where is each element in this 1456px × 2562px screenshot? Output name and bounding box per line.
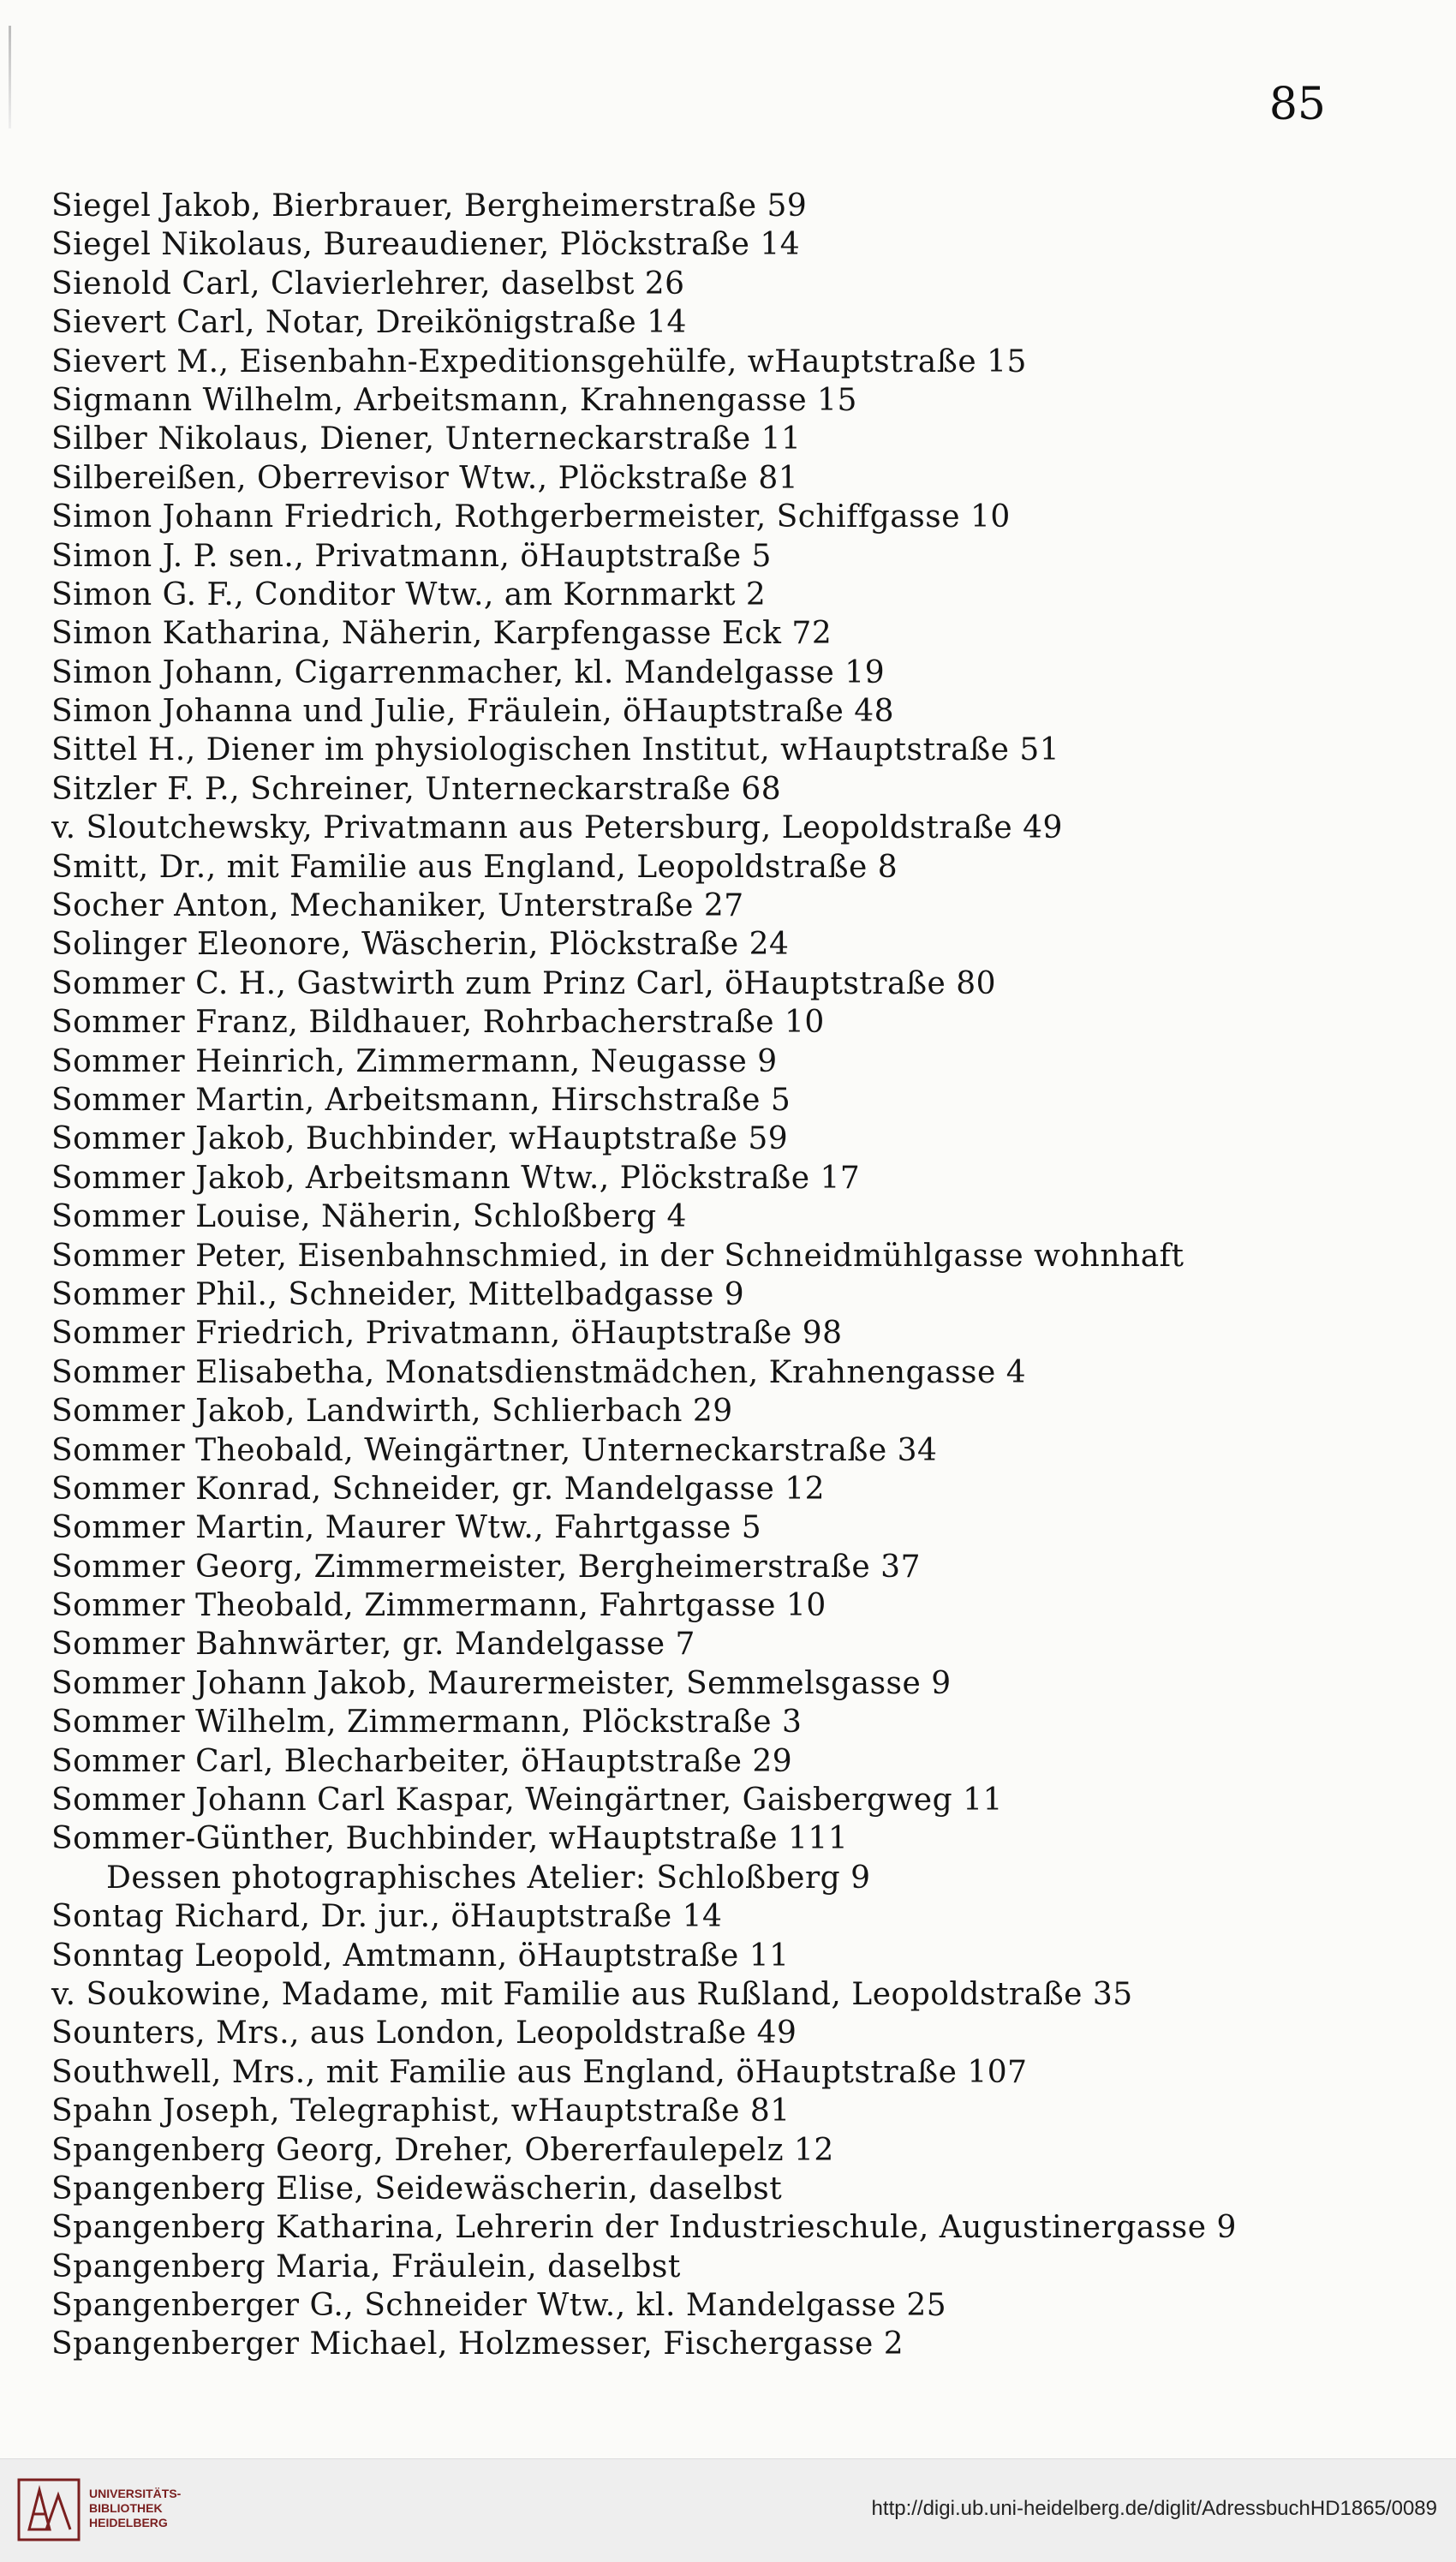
library-name-line-3: HEIDELBERG [89,2516,168,2529]
directory-entry: Sienold Carl, Clavierlehrer, daselbst 26 [51,266,685,302]
library-name-line-2: BIBLIOTHEK [89,2501,163,2515]
directory-entries [51,187,1405,2364]
directory-entry: Sommer Wilhelm, Zimmermann, Plöckstraße 3 [51,1705,803,1741]
directory-entry: Sommer Martin, Arbeitsmann, Hirschstraße 5 [51,1082,791,1118]
directory-entry: Sommer Johann Jakob, Maurermeister, Semmelsgasse 9 [51,1665,952,1701]
directory-entry: Dessen photographisches Atelier: Schloßberg 9 [106,1860,871,1896]
directory-entry: Spangenberger Michael, Holzmesser, Fischergasse 2 [51,2326,904,2362]
directory-entry: Spangenberg Maria, Fräulein, daselbst [51,2248,681,2284]
directory-entry: Sommer Johann Carl Kaspar, Weingärtner, Gaisbergweg 11 [51,1783,1003,1818]
directory-entry: Sommer Louise, Näherin, Schloßberg 4 [51,1199,687,1235]
source-url-link[interactable]: http://digi.ub.uni-heidelberg.de/diglit/AdressbuchHD1865/0089 [871,2497,1437,2520]
directory-entry: Southwell, Mrs., mit Familie aus England, öHauptstraße 107 [51,2054,1028,2090]
directory-entry: Sommer Martin, Maurer Wtw., Fahrtgasse 5 [51,1510,762,1546]
directory-entry: Sommer Friedrich, Privatmann, öHauptstraße 98 [51,1316,843,1352]
directory-entry: Sommer Bahnwärter, gr. Mandelgasse 7 [51,1627,695,1663]
directory-entry: Sievert Carl, Notar, Dreikönigstraße 14 [51,305,687,341]
directory-entry: v. Soukowine, Madame, mit Familie aus Rußland, Leopoldstraße 35 [51,1976,1133,2012]
directory-entry: Sitzler F. P., Schreiner, Unterneckarstraße 68 [51,771,782,807]
directory-entry: Sommer Carl, Blecharbeiter, öHauptstraße 29 [51,1743,793,1779]
page-number: 85 [1268,79,1326,130]
directory-entry: Socher Anton, Mechaniker, Unterstraße 27 [51,888,744,924]
directory-entry: Sievert M., Eisenbahn-Expeditionsgehülfe, wHauptstraße 15 [51,343,1027,379]
directory-entry: Sommer Jakob, Landwirth, Schlierbach 29 [51,1394,733,1430]
directory-entry: Simon Johann Friedrich, Rothgerbermeister, Schiffgasse 10 [51,499,1011,535]
directory-entry: Sommer Heinrich, Zimmermann, Neugasse 9 [51,1043,778,1079]
directory-entry: Sommer Jakob, Buchbinder, wHauptstraße 59 [51,1121,789,1157]
directory-entry: Sommer Peter, Eisenbahnschmied, in der Schneidmühlgasse wohnhaft [51,1238,1184,1274]
directory-entry: Simon J. P. sen., Privatmann, öHauptstraße 5 [51,538,772,574]
directory-entry: Sommer Elisabetha, Monatsdienstmädchen, Krahnengasse 4 [51,1354,1027,1390]
directory-entry: v. Sloutchewsky, Privatmann aus Petersburg, Leopoldstraße 49 [51,810,1063,846]
directory-entry: Sommer Franz, Bildhauer, Rohrbacherstraße 10 [51,1005,825,1041]
directory-entry: Smitt, Dr., mit Familie aus England, Leopoldstraße 8 [51,849,898,885]
directory-entry: Sigmann Wilhelm, Arbeitsmann, Krahnengasse 15 [51,382,857,418]
directory-entry: Simon G. F., Conditor Wtw., am Kornmarkt 2 [51,576,767,612]
directory-entry: Silber Nikolaus, Diener, Unterneckarstraße 11 [51,421,802,457]
page-edge-mark [9,26,11,128]
directory-entry: Spangenberger G., Schneider Wtw., kl. Mandelgasse 25 [51,2288,947,2324]
directory-entry: Sommer Theobald, Weingärtner, Unterneckarstraße 34 [51,1432,938,1468]
directory-entry: Simon Johanna und Julie, Fräulein, öHauptstraße 48 [51,694,895,730]
directory-entry: Sommer Theobald, Zimmermann, Fahrtgasse 10 [51,1588,826,1624]
footer-bar [0,2458,1456,2562]
directory-entry: Sonntag Leopold, Amtmann, öHauptstraße 11 [51,1938,790,1974]
directory-entry: Sittel H., Diener im physiologischen Institut, wHauptstraße 51 [51,732,1060,768]
directory-entry: Sommer-Günther, Buchbinder, wHauptstraße 111 [51,1821,849,1857]
directory-entry: Sommer C. H., Gastwirth zum Prinz Carl, öHauptstraße 80 [51,965,997,1001]
library-name [89,2487,181,2530]
directory-entry: Spangenberg Katharina, Lehrerin der Industrieschule, Augustinergasse 9 [51,2210,1237,2246]
directory-entry: Sommer Georg, Zimmermeister, Bergheimerstraße 37 [51,1549,921,1585]
directory-entry: Simon Johann, Cigarrenmacher, kl. Mandelgasse 19 [51,654,886,690]
directory-entry: Siegel Jakob, Bierbrauer, Bergheimerstraße 59 [51,188,808,224]
directory-entry: Sommer Jakob, Arbeitsmann Wtw., Plöckstraße 17 [51,1160,861,1196]
directory-entry: Spangenberg Elise, Seidewäscherin, daselbst [51,2171,783,2207]
directory-entry: Spangenberg Georg, Dreher, Obererfaulepelz 12 [51,2132,834,2168]
directory-entry: Siegel Nikolaus, Bureaudiener, Plöckstraße 14 [51,227,801,263]
directory-entry: Silbereißen, Oberrevisor Wtw., Plöckstraße 81 [51,460,799,496]
directory-entry: Sontag Richard, Dr. jur., öHauptstraße 14 [51,1899,723,1935]
directory-entry: Spahn Joseph, Telegraphist, wHauptstraße 81 [51,2093,791,2129]
library-name-line-1: UNIVERSITÄTS- [89,2487,182,2500]
directory-entry: Sommer Konrad, Schneider, gr. Mandelgasse 12 [51,1471,826,1507]
directory-entry: Simon Katharina, Näherin, Karpfengasse Eck 72 [51,616,832,652]
directory-entry: Sommer Phil., Schneider, Mittelbadgasse 9 [51,1276,745,1312]
directory-entry: Sounters, Mrs., aus London, Leopoldstraße 49 [51,2016,797,2051]
university-library-logo-icon [15,2476,82,2543]
directory-entry: Solinger Eleonore, Wäscherin, Plöckstraße 24 [51,927,790,963]
